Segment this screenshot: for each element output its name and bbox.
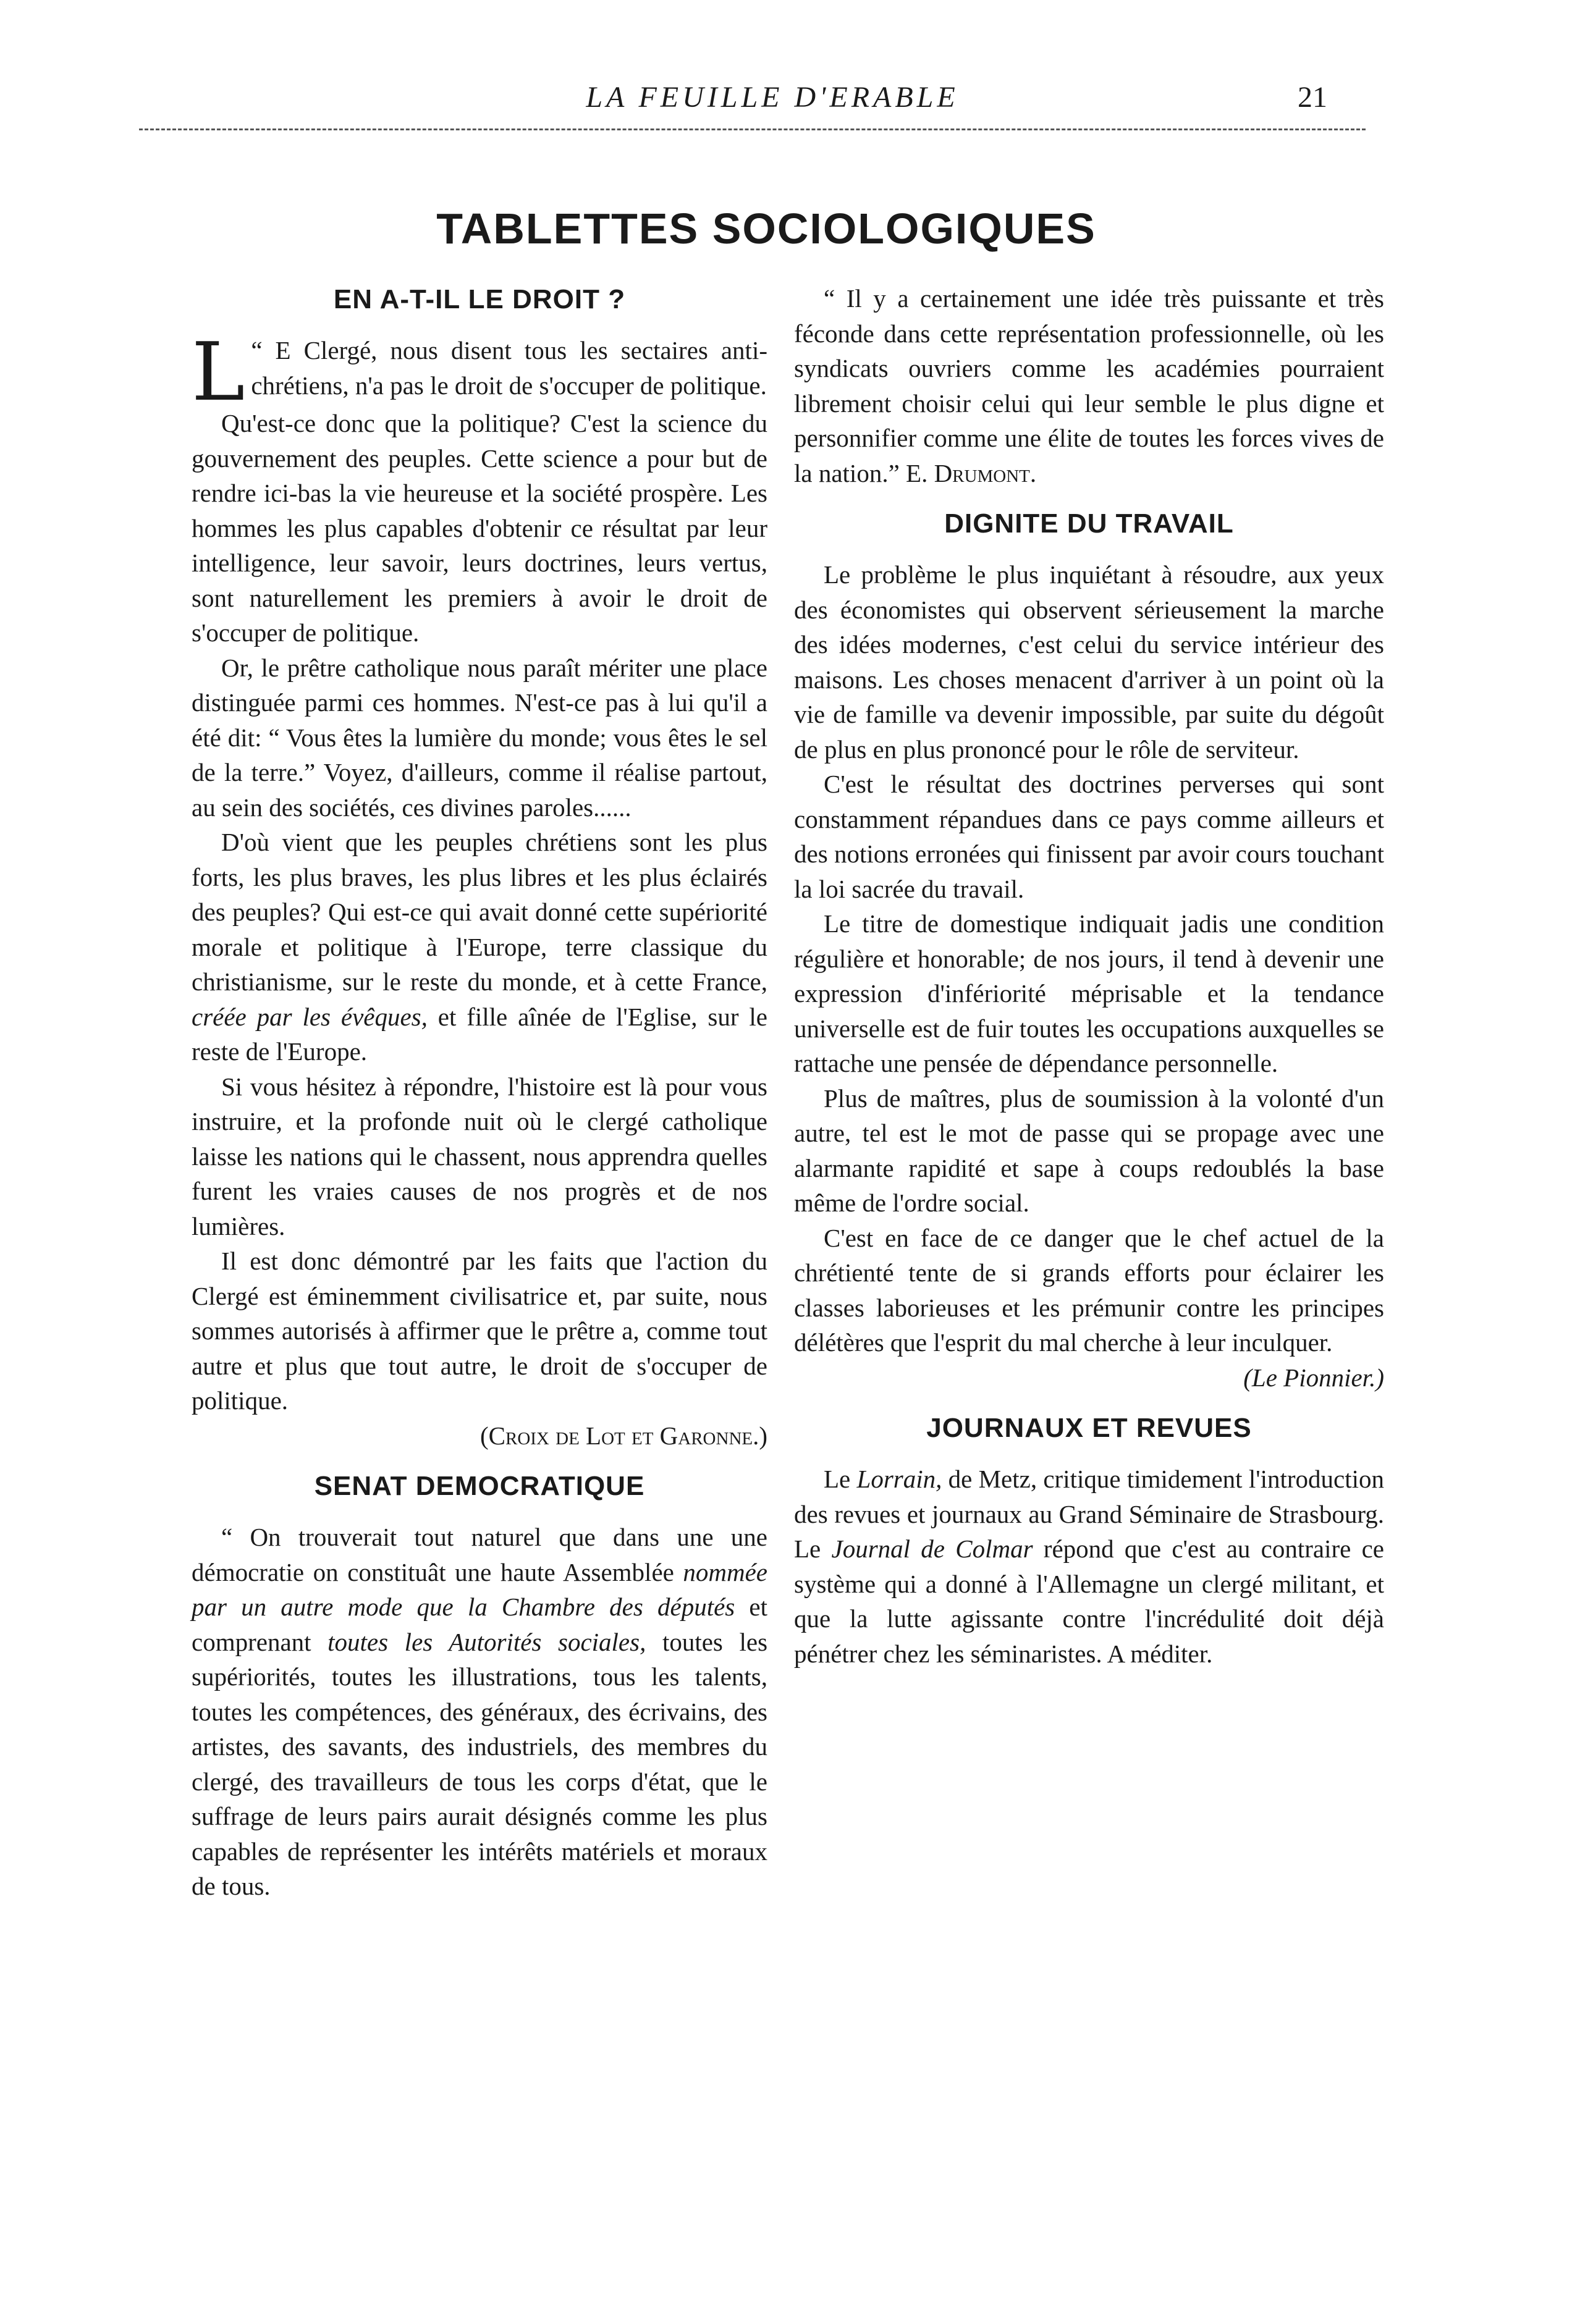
article-travail-paragraph: Plus de maîtres, plus de soumission à la volonté d'un autre, tel est le mot de passe qui se propage avec une alarmante rapidité et sape à coups redoublés la base même de l'ordre social. [794, 1084, 1384, 1217]
article-heading-travail: DIGNITE DU TRAVAIL [944, 508, 1234, 539]
left-column [192, 281, 767, 1904]
running-header-title: LA FEUILLE D'ERABLE [586, 81, 959, 114]
italic-phrase: Lorrain, [856, 1465, 942, 1493]
article-droit-source: (Croix de Lot et Garonne.) [479, 1421, 767, 1450]
article-heading-journaux: JOURNAUX ET REVUES [926, 1413, 1252, 1443]
right-column [794, 281, 1384, 1671]
header-rule [139, 128, 1366, 130]
article-journaux-paragraph: Le Lorrain, de Metz, critique timidement l'introduction des revues et journaux au Grand Séminaire de Strasbourg. Le Journal de Colmar répond que c'est au contraire ce système qui a donné à l'Allemagne un clergé militant, et que la lutte agissante contre l'incrédulité doit déjà pénétrer chez les séminaristes. A méditer. [794, 1465, 1385, 1668]
italic-phrase: nommée par un autre mode que la Chambre des députés [192, 1557, 768, 1621]
article-heading-droit: EN A-T-IL LE DROIT ? [333, 284, 626, 314]
article-senat-paragraph: “ On trouverait tout naturel que dans une une démocratie on constituât une haute Assemblée nommée par un autre mode que la Chambre des députés et comprenant toutes les Autorités sociales, toutes les supériorités, toutes les illustrations, tous les talents, toutes les compétences, des généraux, des écrivains, des artistes, des savants, des industriels, des membres du clergé, des travailleurs de tous les corps d'état, que le suffrage de leurs pairs aurait désignés comme les plus capables de représenter les intérêts matériels et moraux de tous. [192, 1523, 768, 1900]
italic-phrase: Journal de Colmar [831, 1535, 1033, 1563]
article-droit-intro [192, 333, 767, 406]
drop-cap: L [192, 333, 245, 406]
page-number: 21 [1298, 81, 1327, 114]
article-droit-paragraph: “ E Clergé, nous disent tous les sectaires anti-chrétiens, n'a pas le droit de s'occuper de politique. [251, 336, 767, 400]
italic-phrase: toutes les Autorités sociales, [327, 1627, 646, 1656]
article-heading-senat: SENAT DEMOCRATIQUE [314, 1471, 645, 1501]
article-droit-paragraph: Il est donc démontré par les faits que l'action du Clergé est éminemment civilisatrice et, par suite, nous sommes autorisés à affirmer que le prêtre a, comme tout autre et plus que tout autre, le droit de s'occuper de politique. [192, 1247, 767, 1415]
article-travail-source: (Le Pionnier.) [1243, 1363, 1384, 1392]
article-travail-paragraph: C'est en face de ce danger que le chef actuel de la chrétienté tente de si grands efforts pour éclairer les classes laborieuses et les prémunir contre les principes délétères que l'esprit du mal cherche à leur inculquer. [794, 1223, 1384, 1357]
article-travail-paragraph: C'est le résultat des doctrines perverses qui sont constamment répandues dans ce pays comme ailleurs et des notions erronées qui finissent par avoir cours touchant la loi sacrée du travail. [794, 770, 1384, 903]
page-title: TABLETTES SOCIOLOGIQUES [436, 204, 1096, 253]
article-droit-paragraph: D'où vient que les peuples chrétiens sont les plus forts, les plus braves, les plus libres et les plus éclairés des peuples? Qui est-ce qui avait donné cette supériorité morale et politique à l'Europe, terre classique du christianisme, sur le reste du monde, et à cette France, créée par les évêques, et fille aînée de l'Eglise, sur le reste de l'Europe. [192, 828, 767, 1066]
italic-phrase: créée par les évêques, [192, 1002, 428, 1031]
article-droit-paragraph: Si vous hésitez à répondre, l'histoire est là pour vous instruire, et la profonde nuit où le clergé catholique laisse les nations qui le chassent, nous apprendra quelles furent les vraies causes de nos progrès et de nos lumières. [192, 1072, 767, 1240]
article-senat-paragraph: “ Il y a certainement une idée très puissante et très féconde dans cette représentation professionnelle, où les syndicats ouvriers comme les académies pourraient librement choisir celui qui leur semble le plus digne et personnifier comme une élite de toutes les forces vives de la nation.” E. Drumont. [794, 284, 1384, 487]
article-travail-paragraph: Le titre de domestique indiquait jadis une condition régulière et honorable; de nos jours, il tend à devenir une expression d'infériorité méprisable et la tendance universelle est de fuir toutes les occupations auxquelles se rattache une pensée de dépendance personnelle. [794, 909, 1384, 1077]
article-senat-author: E. Drumont. [906, 458, 1037, 487]
article-travail-paragraph: Le problème le plus inquiétant à résoudre, aux yeux des économistes qui observent sérieusement la marche des idées modernes, c'est celui du service intérieur des maisons. Les choses menacent d'arriver à un point où la vie de famille va devenir impossible, par suite du dégoût de plus en plus prononcé pour le rôle de serviteur. [794, 560, 1384, 764]
article-droit-paragraph: Qu'est-ce donc que la politique? C'est la science du gouvernement des peuples. Cette science a pour but de rendre ici-bas la vie heureuse et la société prospère. Les hommes les plus capables d'obtenir ce résultat par leur intelligence, leur savoir, leurs doctrines, leurs vertus, sont naturellement les premiers à avoir le droit de s'occuper de politique. [192, 409, 767, 647]
article-droit-paragraph: Or, le prêtre catholique nous paraît mériter une place distinguée parmi ces hommes. N'est-ce pas à lui qu'il a été dit: “ Vous êtes la lumière du monde; vous êtes le sel de la terre.” Voyez, d'ailleurs, comme il réalise partout, au sein des sociétés, ces divines paroles...... [192, 653, 767, 822]
